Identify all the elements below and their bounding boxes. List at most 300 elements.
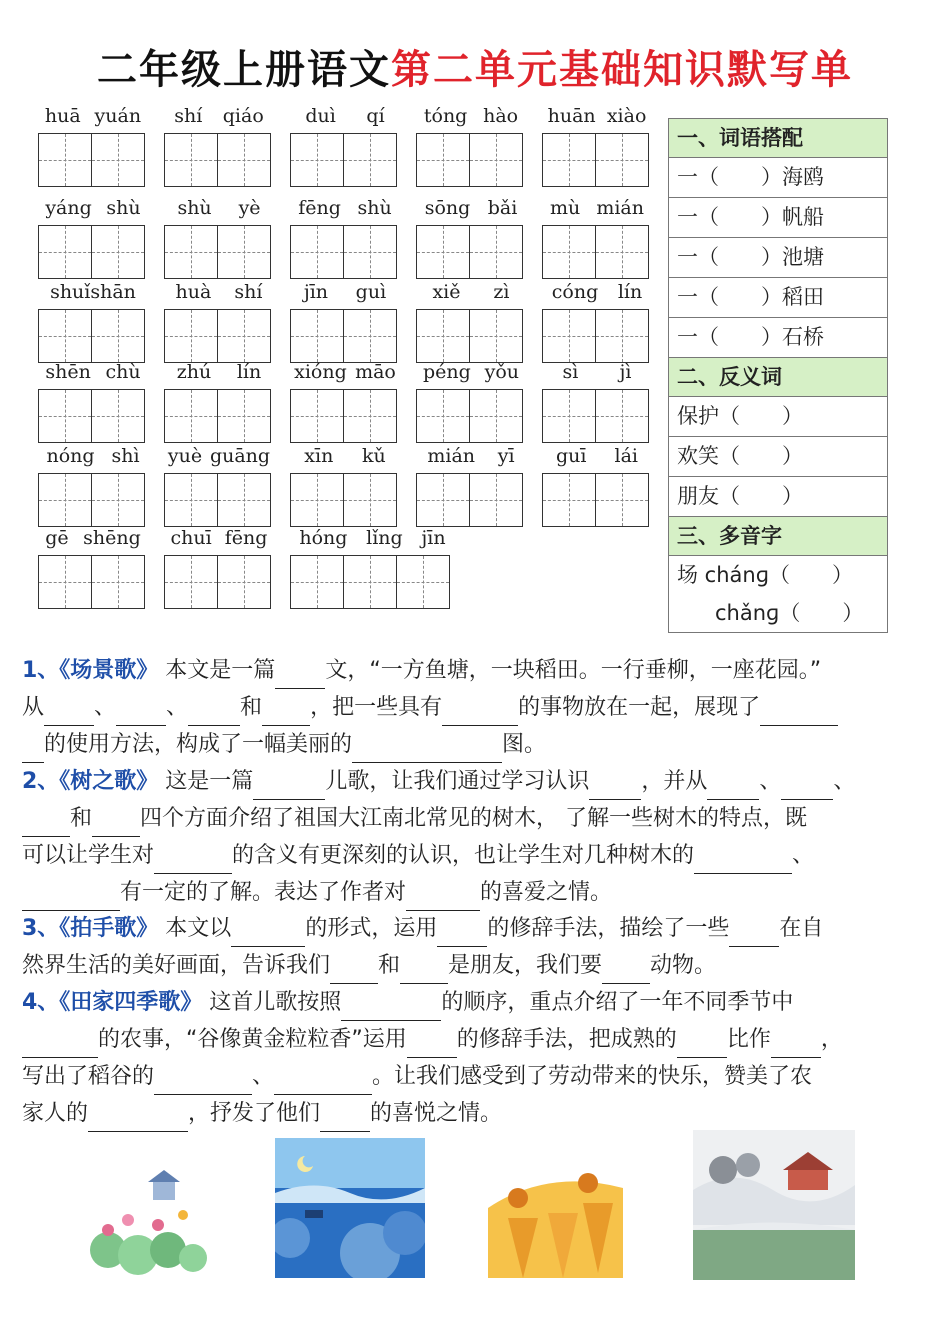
exercise-2: [22, 763, 928, 911]
writing-box[interactable]: [596, 226, 648, 278]
writing-box[interactable]: [470, 134, 522, 186]
blank[interactable]: [760, 701, 838, 726]
blank[interactable]: [88, 1107, 188, 1132]
illustrations: [0, 1130, 950, 1290]
pinyin-word-cell[interactable]: [290, 105, 400, 190]
writing-box[interactable]: [92, 134, 144, 186]
pinyin-label: [290, 197, 400, 223]
text: 的喜爱之情。: [480, 880, 613, 905]
blank[interactable]: [352, 738, 502, 763]
pinyin-label: [290, 527, 455, 553]
tianzige-boxes[interactable]: [164, 389, 271, 443]
pinyin-syllable: yuè: [167, 445, 203, 467]
text: 可以让学生对: [22, 843, 155, 868]
pinyin-syllable: fēng: [224, 527, 268, 549]
tianzige-boxes[interactable]: [38, 309, 145, 363]
pinyin-label: [164, 445, 274, 471]
writing-box[interactable]: [344, 134, 396, 186]
pinyin-syllable: hào: [483, 105, 519, 127]
text: 、: [166, 695, 189, 720]
writing-box[interactable]: [417, 134, 470, 186]
text: 在自: [779, 916, 824, 941]
writing-box[interactable]: [344, 390, 396, 442]
tianzige-boxes[interactable]: [542, 225, 649, 279]
pinyin-word-cell[interactable]: [38, 445, 148, 530]
moon-lake-illustration: [275, 1138, 425, 1278]
blank[interactable]: [341, 996, 441, 1021]
pinyin-label: [542, 105, 652, 131]
text: 和: [70, 806, 93, 831]
pinyin-word-cell[interactable]: [542, 281, 652, 366]
pinyin-syllable: huān: [547, 105, 596, 127]
pinyin-label: [542, 197, 652, 223]
writing-box[interactable]: [92, 556, 144, 608]
writing-box[interactable]: [218, 134, 270, 186]
blank[interactable]: [275, 664, 325, 689]
pinyin-syllable: sōng: [424, 197, 471, 219]
pinyin-label: [542, 281, 652, 307]
writing-box[interactable]: [417, 226, 470, 278]
text: 的事物放在一起，展现了: [518, 695, 761, 720]
pinyin-syllable: mián: [427, 445, 476, 467]
pinyin-label: [290, 105, 400, 131]
tianzige-boxes[interactable]: [38, 389, 145, 443]
writing-box[interactable]: [543, 226, 596, 278]
writing-box[interactable]: [165, 226, 218, 278]
pinyin-word-cell[interactable]: [164, 527, 274, 612]
text: 从: [22, 695, 45, 720]
pinyin-word-cell[interactable]: [38, 197, 148, 282]
blank[interactable]: [330, 959, 378, 984]
pinyin-syllable: kǔ: [361, 445, 386, 467]
writing-box[interactable]: [218, 226, 270, 278]
writing-box[interactable]: [543, 474, 596, 526]
text: 图。: [502, 732, 547, 757]
side-panel: [668, 118, 888, 633]
pinyin-label: [38, 281, 148, 307]
text: ，: [820, 1027, 843, 1052]
blank[interactable]: [44, 701, 94, 726]
pinyin-syllable: cóng: [551, 281, 599, 303]
writing-box[interactable]: [344, 556, 397, 608]
text: 比作: [726, 1027, 771, 1052]
pinyin-word-cell[interactable]: [542, 105, 652, 190]
pinyin-label: [164, 105, 274, 131]
writing-box[interactable]: [165, 310, 218, 362]
writing-box[interactable]: [39, 390, 92, 442]
writing-box[interactable]: [291, 390, 344, 442]
exercise-2-title: 2、《树之歌》: [22, 769, 159, 794]
writing-box[interactable]: [596, 474, 648, 526]
pinyin-label: [290, 445, 400, 471]
pinyin-syllable: duì: [305, 105, 336, 127]
text: 是朋友，我们要: [448, 953, 603, 978]
polyphone-line-2: chǎnɡ（ ）: [715, 601, 864, 625]
pinyin-syllable: nóng: [46, 445, 95, 467]
pinyin-label: [164, 281, 274, 307]
pinyin-syllable: yǒu: [484, 361, 520, 383]
pinyin-word-cell[interactable]: [290, 361, 400, 446]
text: 。让我们感受到了劳动带来的快乐，赞美了农: [372, 1064, 813, 1089]
pinyin-label: [542, 445, 652, 471]
pinyin-syllable: lái: [614, 445, 638, 467]
pinyin-syllable: shù: [177, 197, 212, 219]
pinyin-syllable: xīn: [304, 445, 334, 467]
pinyin-word-cell[interactable]: [416, 361, 526, 446]
writing-box[interactable]: [470, 310, 522, 362]
writing-box[interactable]: [470, 226, 522, 278]
pinyin-word-cell[interactable]: [164, 105, 274, 190]
flowers-illustration: [68, 1170, 218, 1285]
text: 写出了稻谷的: [22, 1064, 155, 1089]
exercise-3: [22, 910, 928, 984]
title-part2: 第二单元基础知识默写单: [391, 47, 853, 93]
writing-box[interactable]: [596, 310, 648, 362]
tianzige-boxes[interactable]: [164, 133, 271, 187]
tianzige-boxes[interactable]: [38, 225, 145, 279]
pinyin-syllable: shēn: [45, 361, 91, 383]
text: 的顺序，重点介绍了一年不同季节中: [441, 990, 794, 1015]
blank[interactable]: [188, 701, 240, 726]
writing-box[interactable]: [291, 134, 344, 186]
text: 这是一篇: [158, 769, 254, 794]
blank[interactable]: [274, 1070, 372, 1095]
pinyin-label: [164, 197, 274, 223]
writing-box[interactable]: [92, 310, 144, 362]
pinyin-syllable: sì: [562, 361, 579, 383]
blank[interactable]: [400, 959, 448, 984]
blank[interactable]: [116, 701, 166, 726]
pinyin-word-cell[interactable]: [416, 105, 526, 190]
text: 这首儿歌按照: [202, 990, 342, 1015]
pinyin-syllable: shēng: [83, 527, 141, 549]
text: 的形式，运用: [305, 916, 438, 941]
pinyin-word-cell[interactable]: [416, 445, 526, 530]
blank[interactable]: [781, 775, 833, 800]
text: 和: [378, 953, 401, 978]
pinyin-label: [38, 445, 148, 471]
text: 本文以: [158, 916, 232, 941]
writing-box[interactable]: [291, 310, 344, 362]
pinyin-syllable: shù: [357, 197, 392, 219]
text: 、: [833, 769, 856, 794]
pinyin-syllable: shuǐshān: [50, 281, 136, 303]
blank[interactable]: [437, 922, 487, 947]
writing-box[interactable]: [291, 474, 344, 526]
pinyin-syllable: guì: [355, 281, 387, 303]
pinyin-syllable: jīn: [303, 281, 329, 303]
pinyin-word-cell[interactable]: [416, 281, 526, 366]
pinyin-syllable: lín: [617, 281, 643, 303]
pinyin-syllable: yè: [238, 197, 261, 219]
text: ，抒发了他们: [188, 1101, 321, 1126]
text: 动物。: [650, 953, 717, 978]
pinyin-syllable: huà: [175, 281, 212, 303]
blank[interactable]: [406, 886, 480, 911]
tianzige-boxes[interactable]: [416, 389, 523, 443]
match-row[interactable]: 一（ ）石桥: [669, 318, 887, 358]
tianzige-boxes[interactable]: [542, 473, 649, 527]
blank[interactable]: [602, 959, 650, 984]
writing-box[interactable]: [470, 474, 522, 526]
pinyin-syllable: péng: [422, 361, 471, 383]
pinyin-syllable: yáng: [45, 197, 92, 219]
tianzige-boxes[interactable]: [542, 389, 649, 443]
pinyin-syllable: hóng: [299, 527, 348, 549]
pinyin-syllable: yī: [497, 445, 515, 467]
exercise-1-title: 1、《场景歌》: [22, 658, 159, 683]
pinyin-word-cell[interactable]: [38, 105, 148, 190]
writing-box[interactable]: [344, 226, 396, 278]
pinyin-label: [38, 361, 148, 387]
blank[interactable]: [677, 1033, 727, 1058]
pinyin-syllable: yuán: [94, 105, 142, 127]
exercise-4-title: 4、《田家四季歌》: [22, 990, 203, 1015]
tianzige-boxes[interactable]: [38, 555, 145, 609]
pinyin-label: [416, 361, 526, 387]
pinyin-word-cell[interactable]: [38, 281, 148, 366]
tianzige-boxes[interactable]: [38, 473, 145, 527]
writing-box[interactable]: [39, 226, 92, 278]
pinyin-syllable: guāng: [209, 445, 271, 467]
pinyin-syllable: lín: [236, 361, 262, 383]
section-antonym-heading: 二、反义词: [669, 358, 887, 397]
tianzige-boxes[interactable]: [416, 309, 523, 363]
section-polyphone-heading: 三、多音字: [669, 517, 887, 556]
pinyin-syllable: mù: [550, 197, 581, 219]
text: 儿歌，让我们通过学习认识: [325, 769, 590, 794]
tianzige-boxes[interactable]: [164, 309, 271, 363]
tianzige-boxes[interactable]: [38, 133, 145, 187]
writing-box[interactable]: [218, 474, 270, 526]
writing-box[interactable]: [39, 474, 92, 526]
blank[interactable]: [262, 701, 310, 726]
writing-box[interactable]: [92, 474, 144, 526]
match-row[interactable]: 一（ ）帆船: [669, 198, 887, 238]
pinyin-label: [38, 527, 148, 553]
exercise-1: [22, 652, 928, 763]
blank[interactable]: [407, 1033, 457, 1058]
tianzige-boxes[interactable]: [416, 473, 523, 527]
text: 的含义有更深刻的认识，也让学生对几种树木的: [232, 843, 695, 868]
pinyin-syllable: lǐng: [366, 527, 403, 549]
blank[interactable]: [22, 1033, 98, 1058]
tianzige-boxes[interactable]: [164, 473, 271, 527]
blank[interactable]: [22, 812, 70, 837]
writing-box[interactable]: [165, 134, 218, 186]
tianzige-boxes[interactable]: [290, 225, 397, 279]
match-row[interactable]: 一（ ）海鸥: [669, 158, 887, 198]
pinyin-word-cell[interactable]: [290, 197, 400, 282]
antonym-row[interactable]: 欢笑（ ）: [669, 437, 887, 477]
pinyin-label: [416, 445, 526, 471]
writing-box[interactable]: [39, 310, 92, 362]
blank[interactable]: [231, 922, 305, 947]
page-title: [0, 38, 950, 95]
text: 的修辞手法，把成熟的: [456, 1027, 677, 1052]
text: 文，“一方鱼塘，一块稻田。一行垂柳，一座花园。”: [325, 658, 822, 683]
pinyin-label: [416, 281, 526, 307]
tianzige-boxes[interactable]: [164, 555, 271, 609]
text: 、: [94, 695, 117, 720]
pinyin-syllable: gē: [45, 527, 69, 549]
match-row[interactable]: 一（ ）稻田: [669, 278, 887, 318]
text: 、: [252, 1064, 275, 1089]
blank[interactable]: [320, 1107, 370, 1132]
pinyin-syllable: huā: [44, 105, 81, 127]
writing-box[interactable]: [543, 310, 596, 362]
writing-box[interactable]: [218, 556, 270, 608]
text: ，把一些具有: [310, 695, 443, 720]
pinyin-word-cell[interactable]: [38, 527, 148, 612]
text: 然界生活的美好画面，告诉我们: [22, 953, 331, 978]
writing-box[interactable]: [543, 390, 596, 442]
blank[interactable]: [694, 849, 792, 874]
pinyin-label: [542, 361, 652, 387]
writing-box[interactable]: [417, 310, 470, 362]
pinyin-label: [416, 105, 526, 131]
pinyin-syllable: fēng: [298, 197, 341, 219]
writing-box[interactable]: [92, 390, 144, 442]
pinyin-label: [290, 281, 400, 307]
pinyin-syllable: xiào: [606, 105, 647, 127]
pinyin-label: [38, 105, 148, 131]
blank[interactable]: [22, 738, 44, 763]
writing-box[interactable]: [165, 474, 218, 526]
blank[interactable]: [154, 1070, 252, 1095]
writing-box[interactable]: [543, 134, 596, 186]
pinyin-word-cell[interactable]: [164, 197, 274, 282]
writing-box[interactable]: [344, 310, 396, 362]
pinyin-word-cell[interactable]: [290, 281, 400, 366]
tianzige-boxes[interactable]: [542, 309, 649, 363]
text: 的喜悦之情。: [370, 1101, 503, 1126]
pinyin-writing-grid: [38, 105, 663, 615]
pinyin-label: [416, 197, 526, 223]
pinyin-word-cell[interactable]: [542, 361, 652, 446]
text: 、: [759, 769, 782, 794]
pinyin-syllable: chuī: [170, 527, 212, 549]
pinyin-word-cell[interactable]: [290, 527, 455, 612]
writing-box[interactable]: [470, 390, 522, 442]
writing-box[interactable]: [39, 556, 92, 608]
antonym-row[interactable]: 朋友（ ）: [669, 477, 887, 517]
writing-box[interactable]: [165, 390, 218, 442]
text: 有一定的了解。表达了作者对: [120, 880, 407, 905]
pinyin-label: [164, 361, 274, 387]
pinyin-syllable: xiě: [432, 281, 461, 303]
writing-box[interactable]: [218, 310, 270, 362]
pinyin-word-cell[interactable]: [164, 361, 274, 446]
pinyin-label: [38, 197, 148, 223]
pinyin-syllable: xióng: [294, 361, 347, 383]
writing-box[interactable]: [596, 390, 648, 442]
blank[interactable]: [729, 922, 779, 947]
text: 本文是一篇: [158, 658, 276, 683]
tianzige-boxes[interactable]: [290, 473, 397, 527]
blank[interactable]: [771, 1033, 821, 1058]
polyphone-block[interactable]: [669, 556, 887, 632]
pinyin-word-cell[interactable]: [416, 197, 526, 282]
blank[interactable]: [442, 701, 518, 726]
writing-box[interactable]: [291, 556, 344, 608]
text: 的使用方法，构成了一幅美丽的: [44, 732, 353, 757]
writing-box[interactable]: [218, 390, 270, 442]
pinyin-word-cell[interactable]: [542, 445, 652, 530]
writing-box[interactable]: [165, 556, 218, 608]
pinyin-syllable: bǎi: [487, 197, 518, 219]
pinyin-syllable: chù: [105, 361, 141, 383]
pinyin-word-cell[interactable]: [290, 445, 400, 530]
snow-village-illustration: [693, 1130, 855, 1280]
blank[interactable]: [707, 775, 759, 800]
writing-box[interactable]: [92, 226, 144, 278]
writing-box[interactable]: [344, 474, 396, 526]
pinyin-label: [290, 361, 400, 387]
pinyin-syllable: jì: [619, 361, 632, 383]
harvest-illustration: [488, 1158, 623, 1278]
pinyin-syllable: mián: [596, 197, 644, 219]
writing-box[interactable]: [397, 556, 449, 608]
tianzige-boxes[interactable]: [416, 225, 523, 279]
tianzige-boxes[interactable]: [290, 555, 450, 609]
writing-box[interactable]: [596, 134, 648, 186]
pinyin-word-cell[interactable]: [164, 281, 274, 366]
match-row[interactable]: 一（ ）池塘: [669, 238, 887, 278]
blank[interactable]: [253, 775, 325, 800]
text: 四个方面介绍了祖国大江南北常见的树木， 了解一些树木的特点，既: [140, 806, 808, 831]
writing-box[interactable]: [417, 474, 470, 526]
exercise-4: [22, 984, 928, 1132]
antonym-row[interactable]: 保护（ ）: [669, 397, 887, 437]
tianzige-boxes[interactable]: [290, 133, 397, 187]
pinyin-syllable: zhú: [176, 361, 212, 383]
pinyin-word-cell[interactable]: [38, 361, 148, 446]
pinyin-syllable: qiáo: [222, 105, 264, 127]
blank[interactable]: [154, 849, 232, 874]
section-word-matching-heading: 一、词语搭配: [669, 119, 887, 158]
pinyin-syllable: shù: [106, 197, 141, 219]
pinyin-syllable: shí: [174, 105, 203, 127]
title-part1: 二年级上册语文: [97, 47, 391, 93]
pinyin-syllable: guī: [556, 445, 587, 467]
pinyin-word-cell[interactable]: [164, 445, 274, 530]
pinyin-word-cell[interactable]: [542, 197, 652, 282]
tianzige-boxes[interactable]: [542, 133, 649, 187]
text: 家人的: [22, 1101, 89, 1126]
polyphone-line-1: 场 chánɡ（ ）: [677, 563, 854, 587]
blank[interactable]: [22, 886, 120, 911]
blank[interactable]: [589, 775, 641, 800]
tianzige-boxes[interactable]: [416, 133, 523, 187]
tianzige-boxes[interactable]: [290, 309, 397, 363]
pinyin-syllable: zì: [493, 281, 510, 303]
text: 的修辞手法，描绘了一些: [487, 916, 730, 941]
writing-box[interactable]: [39, 134, 92, 186]
writing-box[interactable]: [417, 390, 470, 442]
pinyin-syllable: qí: [366, 105, 385, 127]
pinyin-syllable: māo: [355, 361, 396, 383]
writing-box[interactable]: [291, 226, 344, 278]
pinyin-label: [164, 527, 274, 553]
blank[interactable]: [92, 812, 140, 837]
pinyin-syllable: jīn: [421, 527, 446, 549]
text: 、: [792, 843, 815, 868]
tianzige-boxes[interactable]: [164, 225, 271, 279]
pinyin-syllable: shí: [234, 281, 263, 303]
tianzige-boxes[interactable]: [290, 389, 397, 443]
text: ，并从: [641, 769, 708, 794]
